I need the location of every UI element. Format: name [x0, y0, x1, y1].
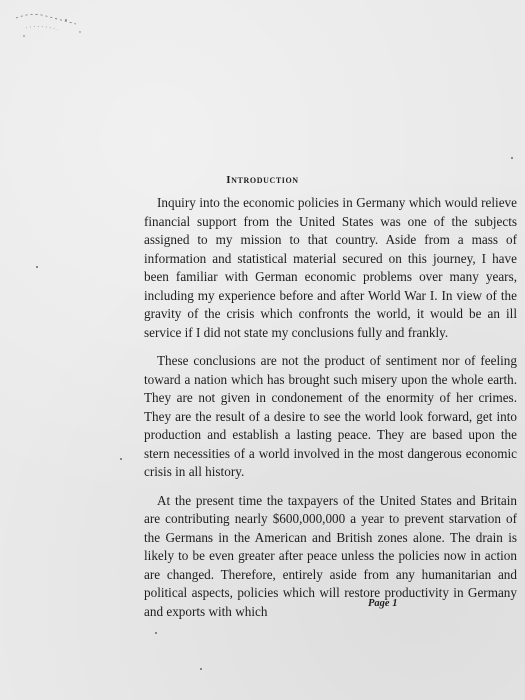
paper-speck — [120, 458, 122, 460]
paragraph-3: At the present time the taxpayers of the United States and Britain are contributing nearly $600,000,000 a year to prevent starvation of the Germans in the American and British zones alone. The drain is likely to be even greater after peace unless the policies now in action are changed. Therefore, entirely aside from any humanitarian and political aspects, policies which will restore productivity in Germany and exports with which — [144, 492, 517, 619]
paper-speck — [36, 266, 38, 268]
page-number: Page 1 — [368, 598, 398, 609]
body-text — [144, 194, 517, 631]
section-heading: Introduction — [226, 174, 299, 186]
paragraph-2: These conclusions are not the product of sentiment nor of feeling toward a nation which has brought such misery upon the whole earth. They are not given in condonement of the enormity of her crimes. They are the result of a desire to see the world look forward, get into production and establish a lasting peace. They are based upon the stern necessities of a world involved in the most dangerous economic crisis in all history. — [144, 353, 517, 479]
ink-smudge-mark — [6, 6, 116, 46]
paper-speck — [511, 157, 513, 159]
paragraph-1: Inquiry into the economic policies in Germany which would relieve financial support from the United States was one of the subjects assigned to my mission to that country. Aside from a mass of information and statistical material secured on this journey, I have been familiar with German economic problems over many years, including my experience before and after World War I. In view of the gravity of the crisis which confronts the world, it would be an ill service if I did not state my conclusions fully and frankly. — [144, 195, 517, 340]
paper-speck — [155, 632, 157, 634]
paper-speck — [200, 668, 202, 670]
